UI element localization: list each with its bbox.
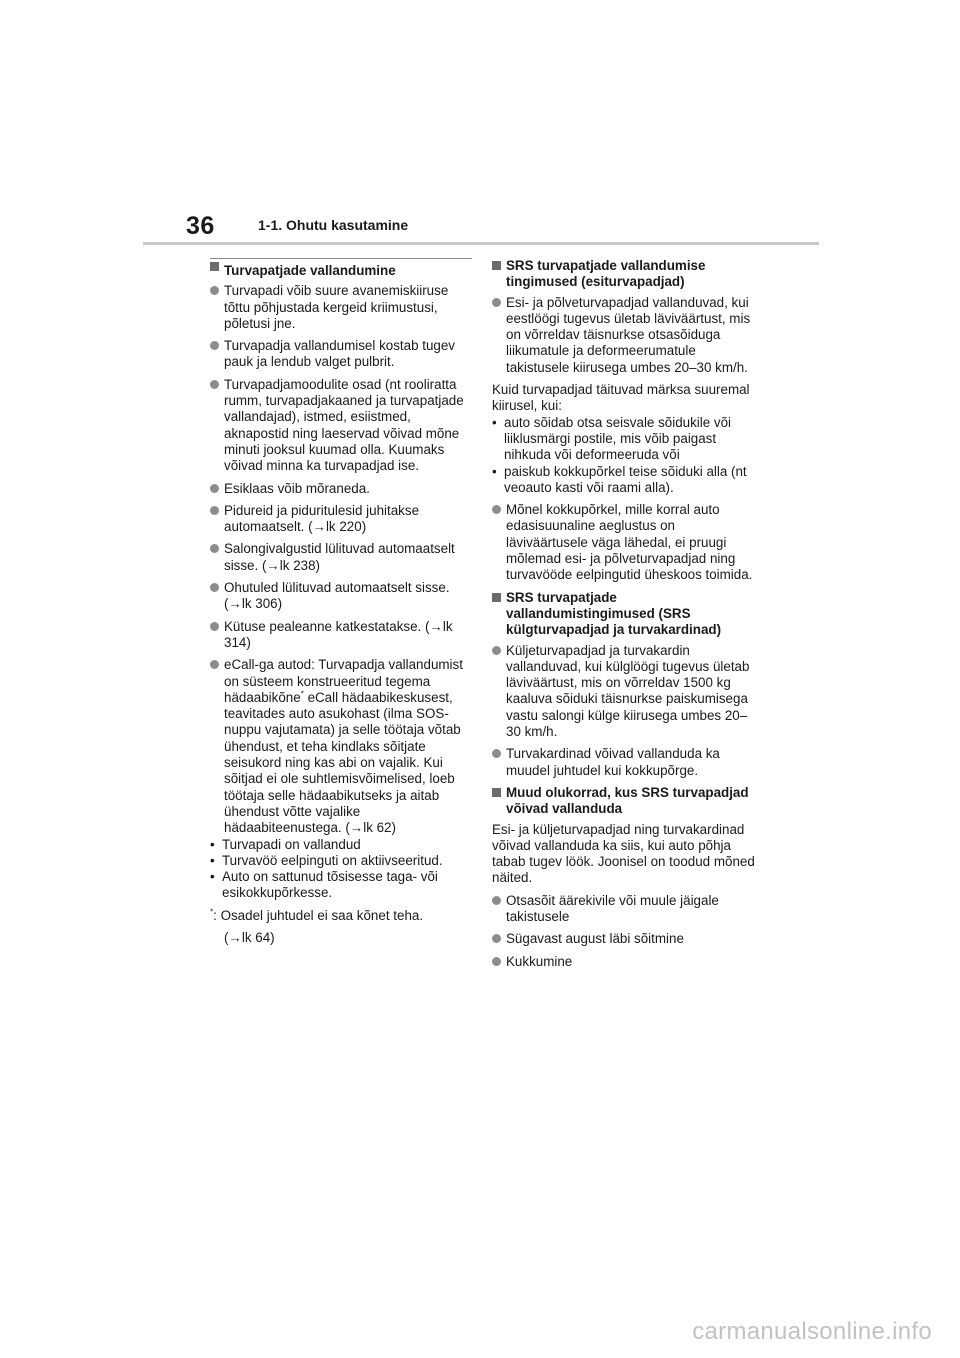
footnote-marker: * [300, 689, 304, 699]
ecall-text: eCall-ga autod: Turvapadja vallandumist on süsteem konstrueeritud tegema hädaabikõne [224, 657, 463, 705]
footnote-reference: (→lk 64) [224, 929, 275, 945]
sub-list-item-text: auto sõidab otsa seisvale sõidukile või liiklusmärgi postile, mis võib paigast nihkuda või deformeeruda või [504, 414, 732, 463]
circle-bullet-icon [210, 622, 219, 631]
paragraph: Kuid turvapadjad täituvad märksa suuremal kiirusel, kui: [492, 382, 750, 414]
circle-bullet-icon [210, 380, 219, 389]
heading-text: Muud olukorrad, kus SRS turvapadjad võivad vallanduda [506, 784, 749, 817]
list-item [492, 502, 756, 583]
list-item [210, 377, 472, 475]
square-bullet-icon [492, 261, 501, 270]
list-item-text: Turvapadja vallandumisel kostab tugev pauk ja lendub valget pulbrit. [224, 338, 455, 370]
list-item-text: Kukkumine [506, 953, 573, 969]
list-item [492, 746, 756, 779]
header-divider [143, 242, 819, 245]
sub-list-item: • Turvapadi on vallandud [210, 836, 361, 852]
circle-bullet-icon [492, 298, 501, 307]
footnote [210, 908, 472, 924]
circle-bullet-icon [492, 646, 501, 655]
circle-bullet-icon [210, 660, 219, 669]
circle-bullet-icon [492, 749, 501, 758]
list-item [210, 503, 472, 536]
list-item [210, 283, 472, 332]
list-item [210, 580, 472, 613]
footnote-text: : Osadel juhtudel ei saa kõnet teha. [213, 907, 424, 923]
circle-bullet-icon [492, 896, 501, 905]
section-heading [492, 590, 756, 639]
list-item-text: Küljeturvapadjad ja turvakardin vallanduvad, kui külglöögi tugevus ületab läviväärtust, mis on võrreldav 1500 kg kaaluva sõiduki täisnurkse paiskumisega vastu salongi külge kiirusega umbes 20–30 km/h. [506, 642, 750, 740]
list-item [210, 541, 472, 574]
list-item-text: Turvapadi võib suure avanemiskiiruse tõttu põhjustada kergeid kriimustusi, põletusi jne. [224, 283, 449, 331]
circle-bullet-icon [210, 341, 219, 350]
list-item-text: Salongivalgustid lülituvad automaatselt sisse. (→lk 238) [224, 541, 455, 573]
list-item [492, 954, 756, 970]
square-bullet-icon [492, 593, 501, 602]
list-item-text: Mõnel kokkupõrkel, mille korral auto edasisuunaline aeglustus on läviväärtusele väga lähedal, ei pruugi mõlemad esi- ja põlveturvapadjad ning turvavööde eelpingutid üheskoos toimida. [506, 502, 753, 583]
list-item-text: Esi- ja põlveturvapadjad vallanduvad, kui eestlöögi tugevus ületab läviväärtust, mis on võrreldav täisnurkse otsasõiduga liikumatule ja deformeerumatule takistusele kiirusega umbes 20–30 km/h. [506, 294, 751, 375]
circle-bullet-icon [492, 934, 501, 943]
list-item [210, 619, 472, 652]
sub-list-item: • Turvavöö eelpinguti on aktiivseeritud. [210, 852, 443, 868]
heading-text: SRS turvapatjade vallandumistingimused (SRS külgturvapadjad ja turvakardinad) [506, 589, 722, 638]
circle-bullet-icon [210, 484, 219, 493]
section-heading [492, 258, 756, 291]
heading-text: Turvapatjade vallandumine [224, 263, 396, 278]
circle-bullet-icon [210, 544, 219, 553]
list-item [492, 295, 756, 376]
circle-bullet-icon [210, 583, 219, 592]
sub-list-item-text: Turvapadi on vallandud [222, 836, 361, 852]
paragraph: Esi- ja küljeturvapadjad ning turvakardinad võivad vallanduda ka siis, kui auto põhja tabab tugev löök. Joonisel on toodud mõned näited. [492, 821, 755, 886]
left-column [210, 258, 472, 946]
list-item [492, 893, 756, 926]
section-heading [210, 258, 472, 279]
sub-list-item-text: paiskub kokkupõrkel teise sõiduki alla (nt veoauto kasti või raami alla). [504, 463, 747, 495]
list-item-text: Sügavast august läbi sõitmine [506, 931, 684, 947]
square-bullet-icon [210, 262, 219, 271]
section-title: 1-1. Ohutu kasutamine [258, 217, 409, 233]
sub-list-item: • Auto on sattunud tõsisesse taga- või esikokkupõrkesse. [210, 869, 438, 901]
list-item [492, 643, 756, 741]
list-item-text: Turvakardinad võivad vallanduda ka muudel juhtudel kui kokkupõrge. [506, 746, 720, 778]
list-item-text: Ohutuled lülituvad automaatselt sisse. (→lk 306) [224, 580, 450, 612]
heading-text: SRS turvapatjade vallandumise tingimused (esiturvapadjad) [506, 258, 706, 290]
page-number: 36 [186, 212, 215, 240]
square-bullet-icon [492, 788, 501, 797]
right-column [492, 258, 756, 976]
circle-bullet-icon [492, 957, 501, 966]
list-item [492, 931, 756, 947]
list-item [210, 481, 472, 497]
footnote-marker: * [210, 907, 214, 917]
list-item [210, 338, 472, 371]
list-item-text: Esiklaas võib mõraneda. [224, 480, 370, 496]
list-item-text: Otsasõit äärekivile või muule jäigale takistusele [506, 892, 719, 924]
list-item-text: Pidureid ja piduritulesid juhitakse automaatselt. (→lk 220) [224, 502, 420, 535]
sub-list-item: • paiskub kokkupõrkel teise sõiduki alla (nt veoauto kasti või raami alla). [492, 463, 747, 495]
sub-list-item-text: Auto on sattunud tõsisesse taga- või esikokkupõrkesse. [222, 869, 438, 901]
list-item-text: Kütuse pealeanne katkestatakse. (→lk 314) [224, 618, 453, 650]
circle-bullet-icon [210, 286, 219, 295]
circle-bullet-icon [210, 506, 219, 515]
section-heading [492, 785, 756, 818]
sub-list-item: • auto sõidab otsa seisvale sõidukile või liiklusmärgi postile, mis võib paigast nihkuda või deformeeruda või [492, 414, 732, 463]
list-item-text: Turvapadjamoodulite osad (nt rooliratta rumm, turvapadjakaaned ja turvapatjade vallandajad), istmed, esiistmed, aknapostid ning laeservad võivad mõne minuti jooksul kuumad olla. Kuumaks võivad minna ka turvapadjad ise. [224, 376, 464, 474]
watermark-text: carmanualsonline.info [692, 1318, 932, 1345]
ecall-text-continued: eCall hädaabikeskusest, teavitades auto asukohast (ilma SOS-nuppu vajutamata) ja selle töötaja võtab ühendust, et teha kindlaks sõitjate seisukord ning kas abi on vajalik. Kui sõitjad ei ole suhtlemisvõimelised, loeb töötaja selle hädaabikutseks ja aitab ühendust võtte vajalike hädaabiteenustega. (→lk 62) [224, 689, 461, 836]
sub-list-item-text: Turvavöö eelpinguti on aktiivseeritud. [222, 852, 443, 868]
ecall-item [210, 657, 472, 836]
circle-bullet-icon [492, 505, 501, 514]
